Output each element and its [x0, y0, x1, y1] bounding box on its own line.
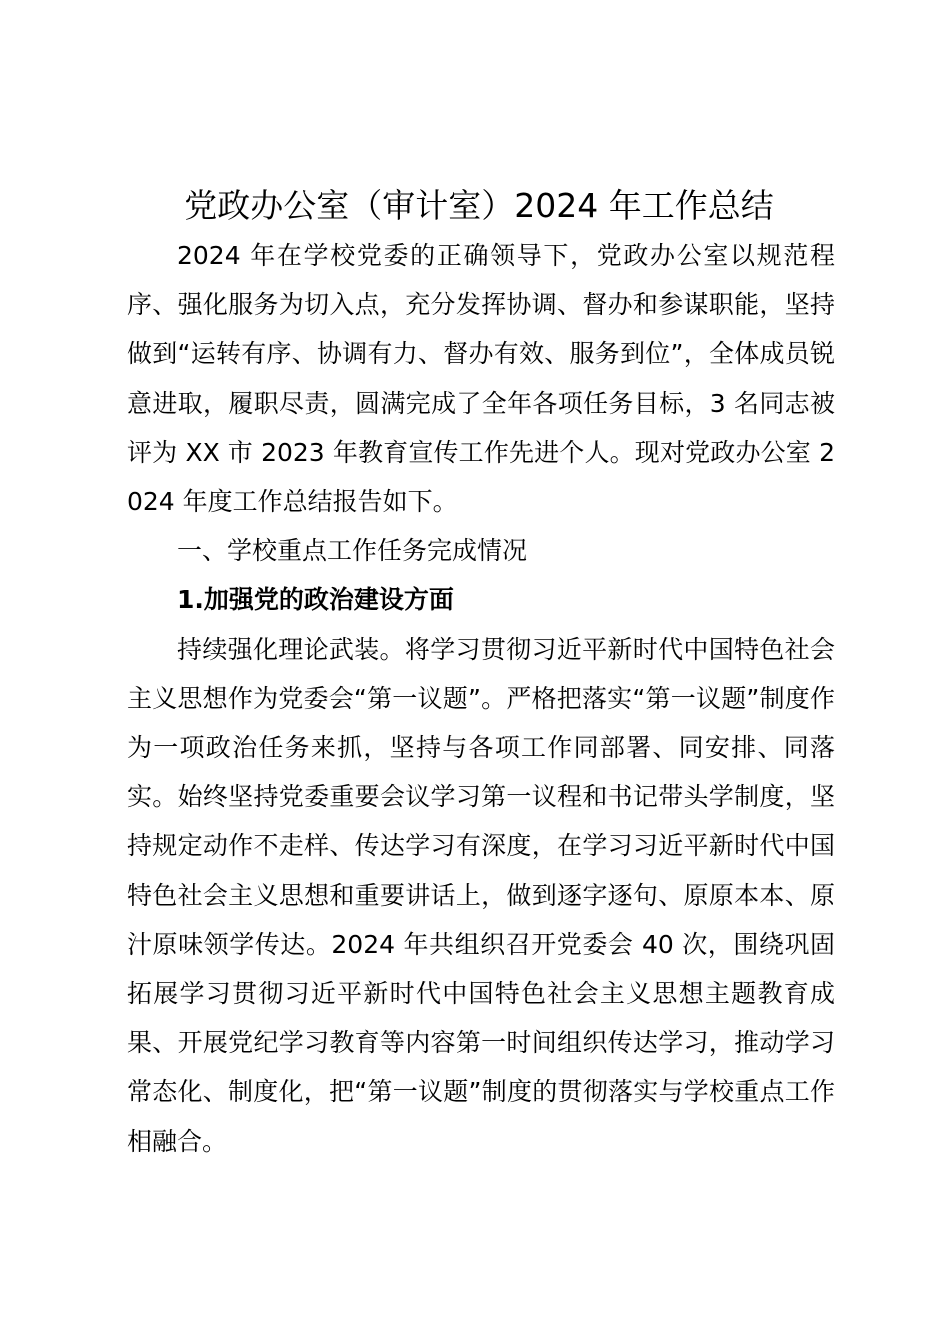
intro-paragraph: 2024 年在学校党委的正确领导下，党政办公室以规范程序、强化服务为切入点，充分发挥协调、督办和参谋职能，坚持做到“运转有序、协调有力、督办有效、服务到位”，全体成员锐意进取，履职尽责，圆满完成了全年各项任务目标，3 名同志被评为 XX 市 2023 年教育宣传工作先进个人。现对党政办公室 2024 年度工作总结报告如下。 — [127, 241, 835, 517]
section-heading: 一、学校重点工作任务完成情况 — [177, 536, 528, 566]
subsection-heading: 1.加强党的政治建设方面 — [177, 585, 454, 615]
body-paragraph: 持续强化理论武装。将学习贯彻习近平新时代中国特色社会主义思想作为党委会“第一议题”。严格把落实“第一议题”制度作为一项政治任务来抓，坚持与各项工作同部署、同安排、同落实。始终坚持党委重要会议学习第一议程和书记带头学制度，坚持规定动作不走样、传达学习有深度，在学习习近平新时代中国特色社会主义思想和重要讲话上，做到逐字逐句、原原本本、原汁原味领学传达。2024 年共组织召开党委会 40 次，围绕巩固拓展学习贯彻习近平新时代中国特色社会主义思想主题教育成果、开展党纪学习教育等内容第一时间组织传达学习，推动学习常态化、制度化，把“第一议题”制度的贯彻落实与学校重点工作相融合。 — [127, 634, 835, 1156]
document-body — [127, 231, 835, 1166]
document-title: 党政办公室（审计室）2024 年工作总结 — [184, 186, 774, 225]
